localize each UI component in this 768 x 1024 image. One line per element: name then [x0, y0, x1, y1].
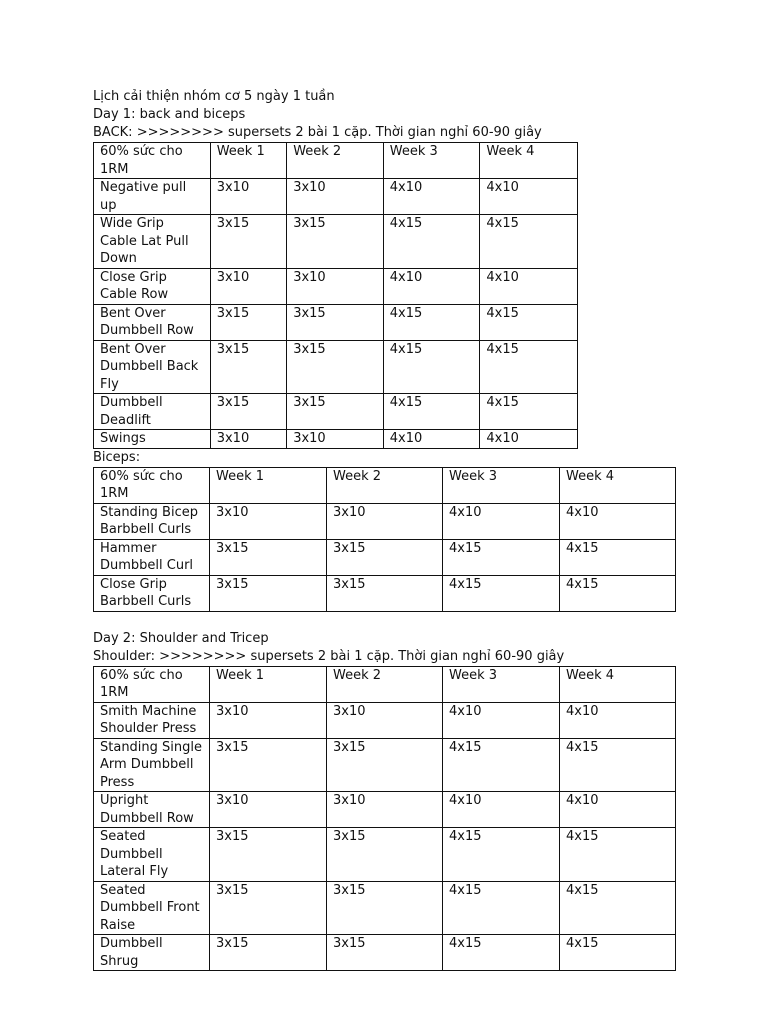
exercise-cell: Close Grip Cable Row: [94, 268, 211, 304]
header-cell: Week 3: [443, 467, 560, 503]
sets-cell: 4x15: [443, 881, 560, 935]
sets-cell: 3x15: [210, 394, 286, 430]
exercise-cell: Wide Grip Cable Lat Pull Down: [94, 215, 211, 269]
sets-cell: 4x15: [443, 935, 560, 971]
biceps-table: [93, 467, 676, 612]
sets-cell: 4x15: [560, 539, 676, 575]
header-cell: Week 4: [480, 143, 578, 179]
header-cell: Week 3: [383, 143, 480, 179]
sets-cell: 4x15: [560, 828, 676, 882]
exercise-cell: Smith Machine Shoulder Press: [94, 702, 210, 738]
table-row: [94, 268, 578, 304]
sets-cell: 4x10: [443, 503, 560, 539]
sets-cell: 3x15: [327, 881, 443, 935]
sets-cell: 4x15: [443, 828, 560, 882]
sets-cell: 3x15: [210, 539, 327, 575]
header-cell: Week 2: [287, 143, 384, 179]
sets-cell: 4x15: [480, 394, 578, 430]
biceps-section-label: Biceps:: [93, 449, 141, 465]
table-row: [94, 881, 676, 935]
table-row: [94, 792, 676, 828]
sets-cell: 3x10: [287, 179, 384, 215]
table-row: [94, 935, 676, 971]
sets-cell: 4x10: [560, 503, 676, 539]
sets-cell: 3x10: [210, 430, 286, 449]
table-row: [94, 340, 578, 394]
sets-cell: 4x10: [480, 430, 578, 449]
document-title: Lịch cải thiện nhóm cơ 5 ngày 1 tuần: [93, 89, 335, 104]
header-cell: Week 2: [327, 666, 443, 702]
header-cell: Week 4: [560, 666, 676, 702]
header-cell: Week 1: [210, 666, 327, 702]
sets-cell: 3x15: [210, 935, 327, 971]
table-row: [94, 304, 578, 340]
sets-cell: 3x10: [327, 792, 443, 828]
header-cell: Week 4: [560, 467, 676, 503]
sets-cell: 4x15: [560, 935, 676, 971]
sets-cell: 3x15: [287, 215, 384, 269]
table-row: [94, 215, 578, 269]
exercise-cell: Bent Over Dumbbell Row: [94, 304, 211, 340]
document-page: [93, 88, 693, 971]
table-row: [94, 430, 578, 449]
shoulder-section-label: Shoulder: >>>>>>>> supersets 2 bài 1 cặp. Thời gian nghỉ 60-90 giây: [93, 648, 565, 664]
sets-cell: 3x15: [327, 575, 443, 611]
table-header-row: [94, 143, 578, 179]
sets-cell: 3x10: [210, 792, 327, 828]
exercise-cell: Dumbbell Deadlift: [94, 394, 211, 430]
header-cell: Week 3: [443, 666, 560, 702]
exercise-cell: Swings: [94, 430, 211, 449]
day2-heading: Day 2: Shoulder and Tricep: [93, 630, 269, 646]
sets-cell: 4x15: [383, 394, 480, 430]
sets-cell: 3x15: [327, 828, 443, 882]
sets-cell: 4x10: [383, 430, 480, 449]
table-header-row: [94, 666, 676, 702]
back-section-label: BACK: >>>>>>>> supersets 2 bài 1 cặp. Thời gian nghỉ 60-90 giây: [93, 125, 542, 140]
day1-heading: Day 1: back and biceps: [93, 107, 246, 122]
sets-cell: 4x15: [560, 881, 676, 935]
table-header-row: [94, 467, 676, 503]
sets-cell: 3x15: [327, 935, 443, 971]
spacer: [93, 612, 693, 630]
header-cell: 60% sức cho 1RM: [94, 143, 211, 179]
exercise-cell: Negative pull up: [94, 179, 211, 215]
sets-cell: 4x10: [560, 792, 676, 828]
header-cell: Week 1: [210, 143, 286, 179]
sets-cell: 4x15: [560, 738, 676, 792]
sets-cell: 4x10: [383, 268, 480, 304]
exercise-cell: Close Grip Barbbell Curls: [94, 575, 210, 611]
sets-cell: 3x15: [210, 738, 327, 792]
sets-cell: 4x15: [383, 340, 480, 394]
header-cell: 60% sức cho 1RM: [94, 467, 210, 503]
sets-cell: 4x15: [480, 304, 578, 340]
sets-cell: 4x15: [383, 215, 480, 269]
table-row: [94, 503, 676, 539]
header-cell: Week 2: [327, 467, 443, 503]
sets-cell: 3x15: [327, 539, 443, 575]
exercise-cell: Bent Over Dumbbell Back Fly: [94, 340, 211, 394]
header-cell: Week 1: [210, 467, 327, 503]
sets-cell: 3x15: [287, 394, 384, 430]
exercise-cell: Seated Dumbbell Lateral Fly: [94, 828, 210, 882]
sets-cell: 3x15: [210, 881, 327, 935]
sets-cell: 3x10: [210, 179, 286, 215]
table-row: [94, 539, 676, 575]
sets-cell: 3x10: [287, 430, 384, 449]
table-row: [94, 575, 676, 611]
sets-cell: 4x10: [480, 179, 578, 215]
sets-cell: 4x15: [480, 215, 578, 269]
table-row: [94, 738, 676, 792]
exercise-cell: Standing Bicep Barbbell Curls: [94, 503, 210, 539]
sets-cell: 4x15: [560, 575, 676, 611]
sets-cell: 3x15: [287, 340, 384, 394]
sets-cell: 3x10: [327, 702, 443, 738]
table-row: [94, 828, 676, 882]
sets-cell: 4x10: [443, 792, 560, 828]
sets-cell: 3x10: [210, 268, 286, 304]
header-cell: 60% sức cho 1RM: [94, 666, 210, 702]
sets-cell: 3x15: [287, 304, 384, 340]
sets-cell: 3x15: [210, 215, 286, 269]
exercise-cell: Seated Dumbbell Front Raise: [94, 881, 210, 935]
exercise-cell: Hammer Dumbbell Curl: [94, 539, 210, 575]
sets-cell: 3x15: [327, 738, 443, 792]
exercise-cell: Upright Dumbbell Row: [94, 792, 210, 828]
sets-cell: 3x15: [210, 340, 286, 394]
sets-cell: 3x10: [210, 503, 327, 539]
sets-cell: 4x10: [480, 268, 578, 304]
sets-cell: 3x10: [287, 268, 384, 304]
back-table: [93, 142, 578, 449]
sets-cell: 3x10: [327, 503, 443, 539]
sets-cell: 4x15: [443, 539, 560, 575]
sets-cell: 3x15: [210, 828, 327, 882]
table-row: [94, 394, 578, 430]
sets-cell: 4x15: [443, 575, 560, 611]
sets-cell: 3x15: [210, 575, 327, 611]
sets-cell: 3x10: [210, 702, 327, 738]
exercise-cell: Standing Single Arm Dumbbell Press: [94, 738, 210, 792]
exercise-cell: Dumbbell Shrug: [94, 935, 210, 971]
table-row: [94, 702, 676, 738]
shoulder-table: [93, 666, 676, 972]
table-row: [94, 179, 578, 215]
sets-cell: 4x10: [383, 179, 480, 215]
sets-cell: 4x15: [383, 304, 480, 340]
sets-cell: 4x15: [443, 738, 560, 792]
sets-cell: 4x10: [443, 702, 560, 738]
sets-cell: 4x15: [480, 340, 578, 394]
sets-cell: 3x15: [210, 304, 286, 340]
sets-cell: 4x10: [560, 702, 676, 738]
